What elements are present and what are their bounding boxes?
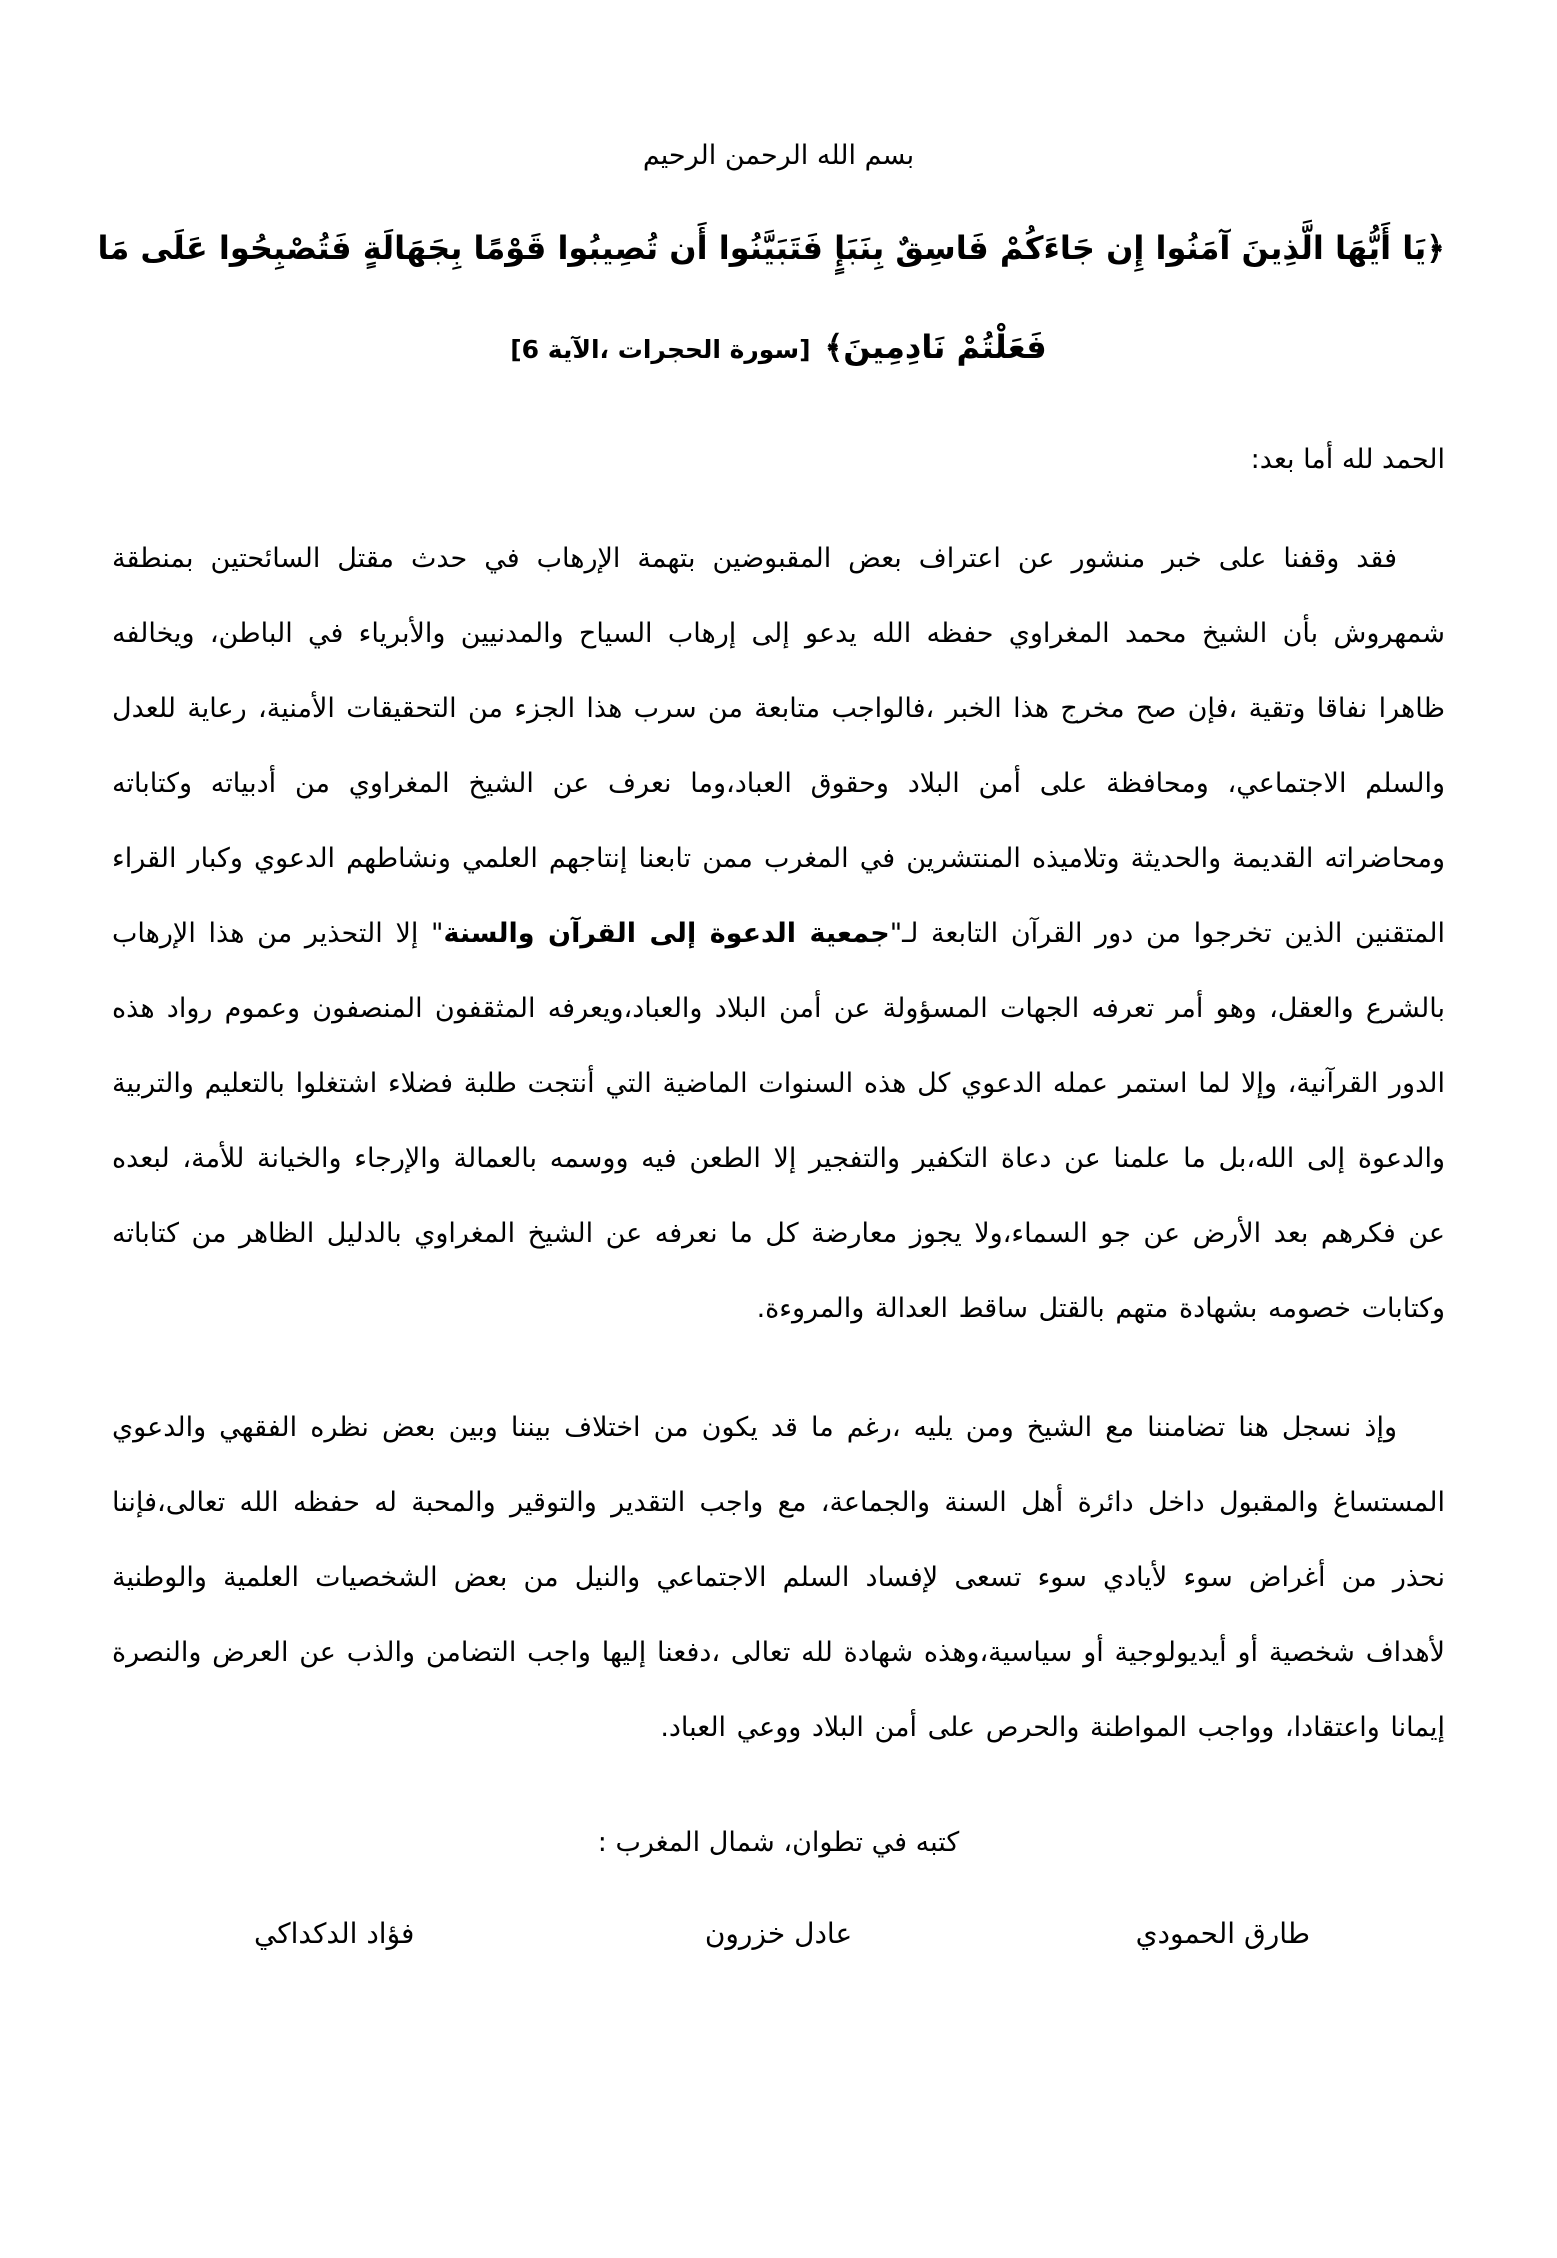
closing-place-line: كتبه في تطوان، شمال المغرب : (597, 1827, 960, 1859)
association-name-bold: جمعية الدعوة إلى القرآن والسنة (443, 918, 890, 950)
signatures-row (112, 1916, 1445, 1952)
quran-verse-line-2 (112, 329, 1445, 366)
salutation-line: الحمد لله أما بعد: (1250, 443, 1445, 475)
signature-name-3: فؤاد الدكداكي (253, 1917, 415, 1951)
quran-verse-line-1: ﴿يَا أَيُّهَا الَّذِينَ آمَنُوا إِن جَاءَكُمْ فَاسِقٌ بِنَبَإٍ فَتَبَيَّنُوا أَن تُصِيبُوا قَوْمًا بِجَهَالَةٍ فَتُصْبِحُوا عَلَى مَا (97, 229, 1445, 268)
paragraph-1-text-after-bold: " إلا التحذير من هذا الإرهاب بالشرع والعقل، وهو أمر تعرفه الجهات المسؤولة عن أمن البلاد والعباد،ويعرفه المثقفون المنصفون وعموم رواد هذه الدور القرآنية، وإلا لما استمر عمله الدعوي كل هذه السنوات الماضية التي أنتجت طلبة فضلاء اشتغلوا بالتعليم والتربية والدعوة إلى الله،بل ما علمنا عن دعاة التكفير والتفجير إلا الطعن فيه ووسمه بالعمالة والإرجاء والخيانة للأمة، لبعده عن فكرهم بعد الأرض عن جو السماء،ولا يجوز معارضة كل ما نعرفه عن الشيخ المغراوي بالدليل الظاهر من كتاباته وكتابات خصومه بشهادة متهم بالقتل ساقط العدالة والمروءة. (112, 918, 1445, 1325)
signature-name-1: طارق الحمودي (1135, 1917, 1311, 1951)
paragraph-1-text-before-bold: فقد وقفنا على خبر منشور عن اعتراف بعض المقبوضين بتهمة الإرهاب في حدث مقتل السائحتين بمنطقة شمهروش بأن الشيخ محمد المغراوي حفظه الله يدعو إلى إرهاب السياح والمدنيين والأبرياء في الباطن، ويخالفه ظاهرا نفاقا وتقية ،فإن صح مخرج هذا الخبر ،فالواجب متابعة من سرب هذا الجزء من التحقيقات الأمنية، رعاية للعدل والسلم الاجتماعي، ومحافظة على أمن البلاد وحقوق العباد،وما نعرف عن الشيخ المغراوي من أدبياته وكتاباته ومحاضراته القديمة والحديثة وتلاميذه المنتشرين في المغرب ممن تابعنا إنتاجهم العلمي ونشاطهم الدعوي وكبار القراء المتقنين الذين تخرجوا من دور القرآن التابعة لـ" (112, 543, 1446, 950)
verse-reference: [سورة الحجرات ،الآية 6] (510, 335, 811, 365)
body-paragraph-2: وإذ نسجل هنا تضامننا مع الشيخ ومن يليه ،رغم ما قد يكون من اختلاف بيننا وبين بعض نظره الفقهي والدعوي المستساغ والمقبول داخل دائرة أهل السنة والجماعة، مع واجب التقدير والتوقير والمحبة له حفظه الله تعالى،فإننا نحذر من أغراض سوء لأيادي سوء تسعى لإفساد السلم الاجتماعي والنيل من بعض الشخصيات العلمية والوطنية لأهداف شخصية أو أيديولوجية أو سياسية،وهذه شهادة لله تعالى ،دفعنا إليها واجب التضامن والذب عن العرض والنصرة إيمانا واعتقادا، وواجب المواطنة والحرص على أمن البلاد ووعي العباد. (112, 1412, 1445, 1744)
quran-verse-block (97, 229, 1445, 367)
signature-name-2: عادل خزرون (704, 1917, 853, 1951)
body-paragraph-1 (112, 521, 1445, 1346)
basmala-heading: بسم الله الرحمن الرحيم (642, 140, 915, 171)
quran-verse-ending: فَعَلْتُمْ نَادِمِينَ﴾ (824, 328, 1047, 367)
